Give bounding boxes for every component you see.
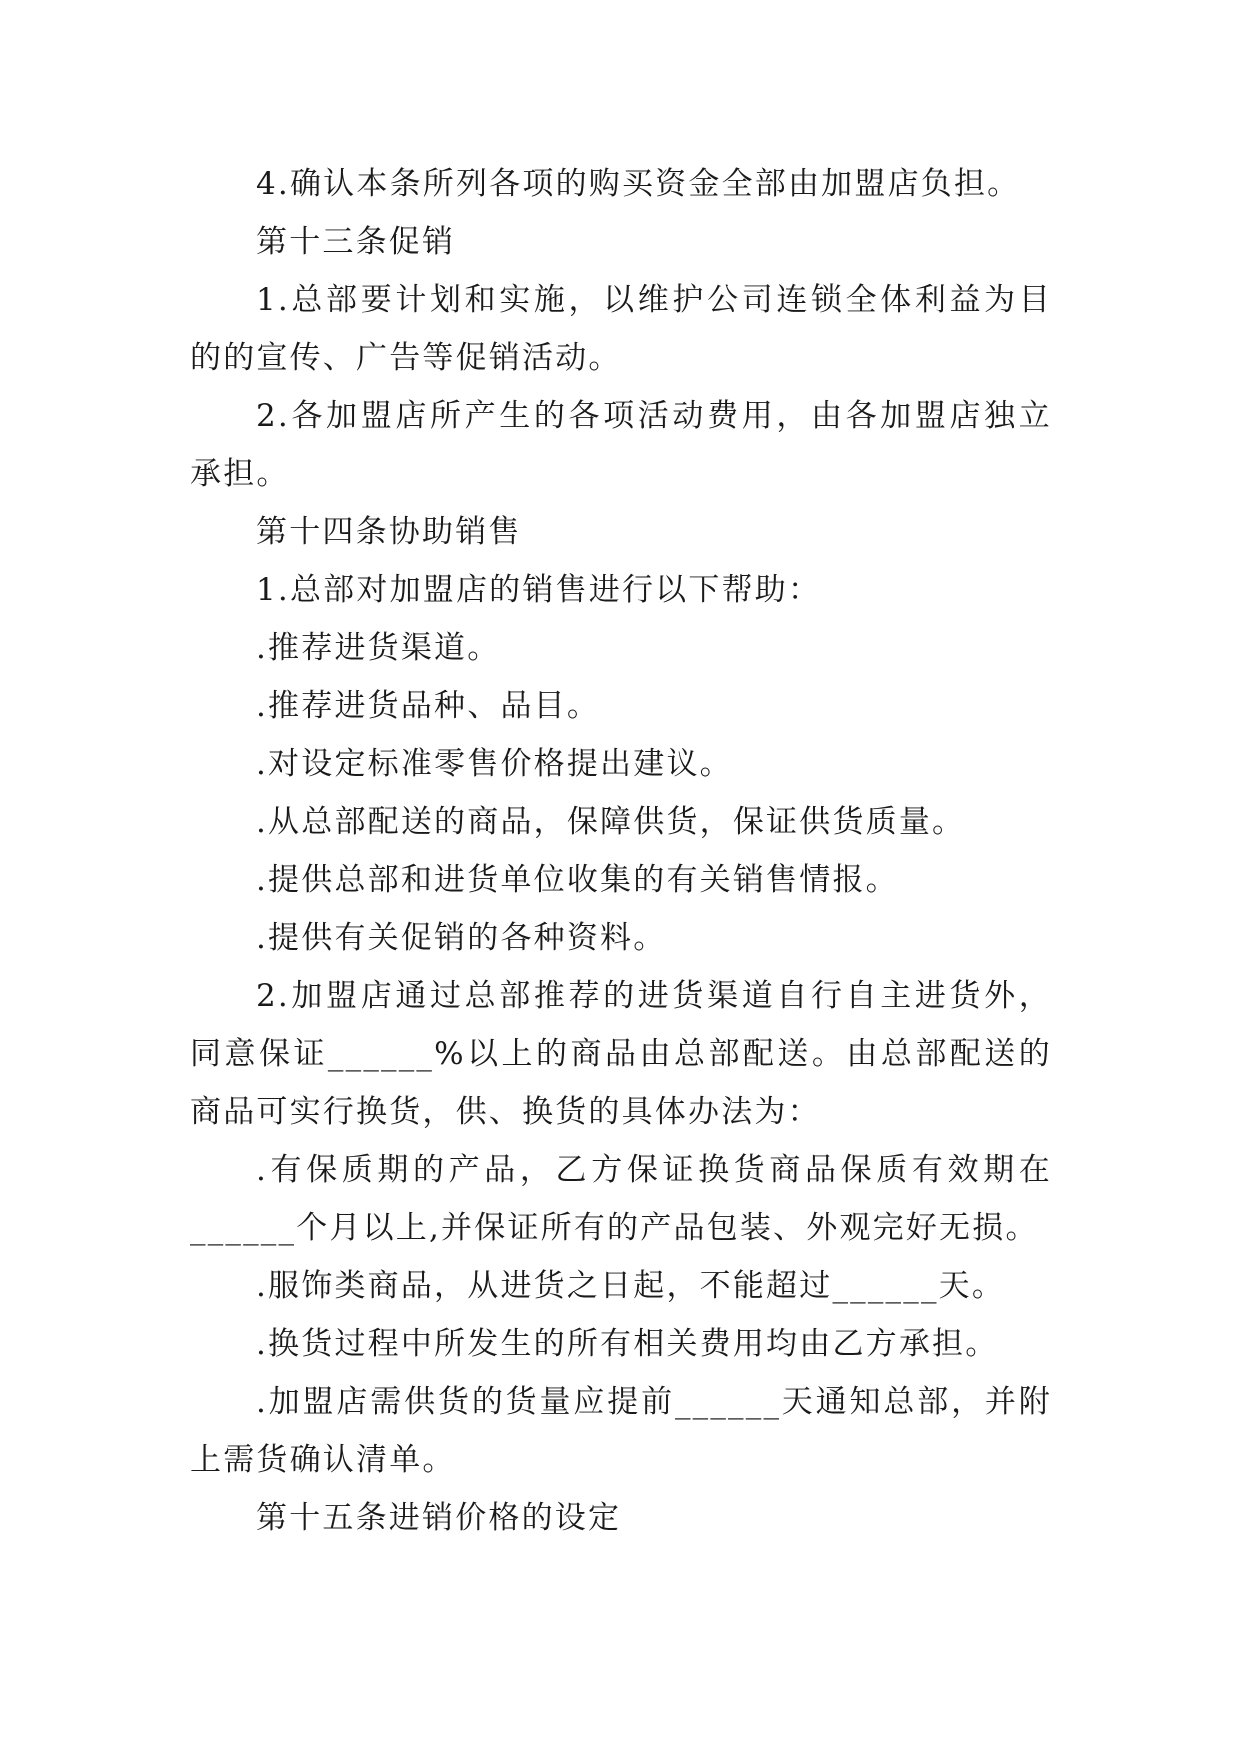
article-13-heading: 第十三条促销 bbox=[256, 224, 456, 260]
article-15-heading: 第十五条进销价格的设定 bbox=[256, 1500, 622, 1536]
list-item: .提供有关促销的各种资料。 bbox=[256, 920, 667, 956]
list-item: .有保质期的产品，乙方保证换货商品保质有效期在______个月以上,并保证所有的产品包装、外观完好无损。 bbox=[190, 1152, 1052, 1246]
list-item: .推荐进货品种、品目。 bbox=[256, 688, 601, 724]
list-item: .加盟店需供货的货量应提前______天通知总部，并附上需货确认清单。 bbox=[190, 1384, 1052, 1478]
list-item: .从总部配送的商品，保障供货，保证供货质量。 bbox=[256, 804, 966, 840]
list-item: .服饰类商品，从进货之日起，不能超过______天。 bbox=[256, 1268, 1006, 1304]
paragraph-item-4-funding: 4.确认本条所列各项的购买资金全部由加盟店负担。 bbox=[256, 166, 1021, 202]
paragraph-14-2: 2.加盟店通过总部推荐的进货渠道自行自主进货外，同意保证______%以上的商品由总部配送。由总部配送的商品可实行换货，供、换货的具体办法为： bbox=[190, 978, 1052, 1130]
article-14-heading: 第十四条协助销售 bbox=[256, 514, 522, 550]
paragraph-14-1: 1.总部对加盟店的销售进行以下帮助： bbox=[256, 572, 822, 608]
paragraph-13-2: 2.各加盟店所产生的各项活动费用，由各加盟店独立承担。 bbox=[190, 398, 1052, 492]
list-item: .对设定标准零售价格提出建议。 bbox=[256, 746, 733, 782]
list-item: .推荐进货渠道。 bbox=[256, 630, 501, 666]
list-item: .提供总部和进货单位收集的有关销售情报。 bbox=[256, 862, 899, 898]
paragraph-13-1: 1.总部要计划和实施，以维护公司连锁全体利益为目的的宣传、广告等促销活动。 bbox=[190, 282, 1052, 376]
document-page bbox=[190, 155, 1052, 1547]
list-item: .换货过程中所发生的所有相关费用均由乙方承担。 bbox=[256, 1326, 999, 1362]
